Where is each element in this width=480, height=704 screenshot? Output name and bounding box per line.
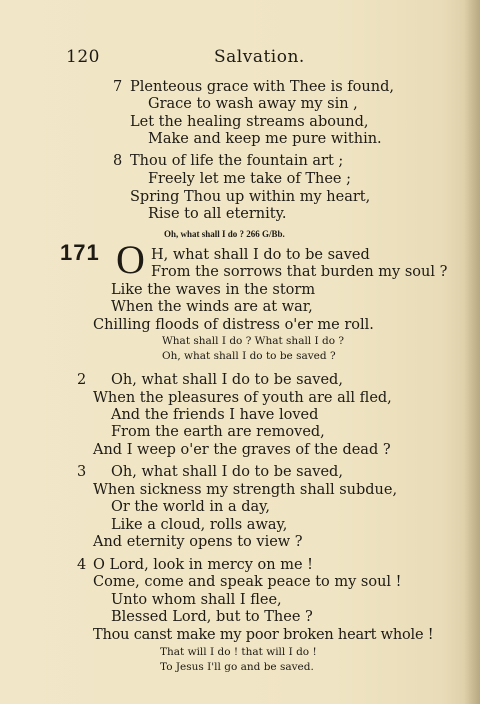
verse-number: 4 — [77, 557, 87, 573]
hymn-line: Oh, what shall I do to be saved, — [111, 372, 343, 388]
hymn-line: When sickness my strength shall subdue, — [93, 482, 398, 498]
verse-number: 8 — [113, 153, 123, 169]
verse-number: 3 — [77, 464, 87, 480]
hymn-line: When the winds are at war, — [111, 299, 313, 315]
hymn-line: And the friends I have loved — [111, 407, 319, 423]
hymn-line: Thou of life the fountain art ; — [130, 153, 344, 169]
hymn-line: H, what shall I do to be saved — [151, 247, 370, 263]
hymn-line: Chilling floods of distress o'er me roll. — [93, 317, 374, 333]
hymn-line: Let the healing streams abound, — [130, 114, 369, 130]
hymn-number: 171 — [60, 240, 100, 265]
chorus-line: That will I do ! that will I do ! — [160, 646, 317, 658]
hymn-line: Plenteous grace with Thee is found, — [130, 79, 394, 95]
hymn-line: Or the world in a day, — [111, 499, 271, 515]
hymn-line: And eternity opens to view ? — [93, 534, 303, 550]
hymn-line: Like the waves in the storm — [111, 282, 316, 298]
tune-note: Oh, what shall I do ? 266 G/Bb. — [164, 229, 285, 239]
hymn-line: O Lord, look in mercy on me ! — [93, 557, 313, 573]
hymn-line: Make and keep me pure within. — [148, 131, 382, 147]
page-edge-shadow — [464, 0, 480, 704]
verse-number: 7 — [113, 79, 123, 95]
hymn-line: From the earth are removed, — [111, 424, 325, 440]
page-number: 120 — [66, 47, 100, 67]
chorus-line: What shall I do ? What shall I do ? — [162, 335, 345, 347]
hymn-line: And I weep o'er the graves of the dead ? — [93, 442, 391, 458]
hymn-line: Spring Thou up within my heart, — [130, 189, 371, 205]
hymn-line: Rise to all eternity. — [148, 206, 287, 222]
hymn-line: Unto whom shall I flee, — [111, 592, 282, 608]
hymn-line: Come, come and speak peace to my soul ! — [93, 574, 402, 590]
hymn-line: Grace to wash away my sin , — [148, 96, 358, 112]
hymn-line: Blessed Lord, but to Thee ? — [111, 609, 313, 625]
verse-number: 2 — [77, 372, 87, 388]
hymn-line: Like a cloud, rolls away, — [111, 517, 288, 533]
hymn-line: Freely let me take of Thee ; — [148, 171, 352, 187]
drop-cap: O — [116, 237, 145, 282]
hymn-line: Oh, what shall I do to be saved, — [111, 464, 343, 480]
chorus-line: Oh, what shall I do to be saved ? — [162, 350, 336, 362]
chorus-line: To Jesus I'll go and be saved. — [160, 661, 314, 673]
hymn-line: When the pleasures of youth are all fled, — [93, 390, 392, 406]
hymn-line: Thou canst make my poor broken heart whole ! — [93, 627, 434, 643]
hymn-line: From the sorrows that burden my soul ? — [151, 264, 448, 280]
page-title: Salvation. — [214, 47, 305, 67]
